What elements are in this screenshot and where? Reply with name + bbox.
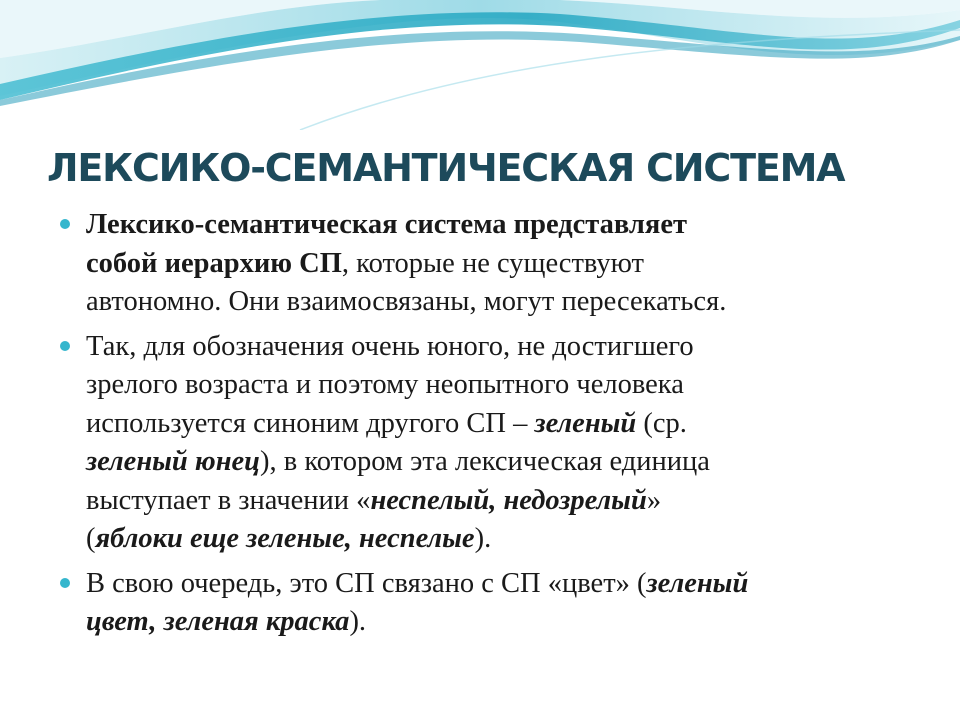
text-line [86,245,910,284]
text-segment: ), в котором эта лексическая единица [260,446,710,477]
text-line [86,603,910,642]
text-segment: ). [349,606,367,637]
text-line [86,482,910,521]
text-segment: (ср. [636,407,687,439]
text-segment: используется синоним другого СП – [86,407,535,439]
text-line [86,565,910,604]
text-segment: собой иерархию СП [86,247,342,279]
text-line [86,443,910,482]
text-segment: » [646,484,662,516]
text-line [86,206,910,245]
page-title: ЛЕКСИКО-СЕМАНТИЧЕСКАЯ СИСТЕМА [47,146,845,190]
text-segment: В свою очередь, это СП связано с СП «цвет» ( [86,567,647,599]
text-segment: зрелого возраста и поэтому неопытного человека [86,369,684,400]
text-line [86,405,910,444]
text-line [86,366,910,405]
list-item [60,206,910,322]
text-line [86,328,910,367]
text-segment: зеленый [646,567,749,599]
bullet-dot-icon [60,578,70,588]
text-segment: Лексико-семантическая система представляет [86,209,687,240]
text-segment: неспелый, недозрелый [370,484,647,516]
text-segment: зеленый [534,407,637,439]
text-segment: выступает в значении « [86,484,371,516]
text-segment: , которые не существуют [341,247,645,279]
text-segment: ). [474,523,492,554]
text-segment: Так, для обозначения очень юного, не достигшего [86,330,694,362]
text-segment: яблоки еще зеленые, неспелые [95,523,475,554]
text-segment: цвет, зеленая краска [86,606,350,637]
bullet-list [60,206,910,648]
text-line [86,520,910,559]
wave-decoration [0,0,960,130]
text-segment: зеленый юнец [86,446,261,477]
bullet-dot-icon [60,219,70,229]
list-item [60,328,910,559]
bullet-dot-icon [60,341,70,351]
text-segment: автономно. Они взаимосвязаны, могут пересекаться. [86,286,727,317]
text-segment: ( [86,523,96,554]
text-line [86,283,910,322]
list-item [60,565,910,642]
